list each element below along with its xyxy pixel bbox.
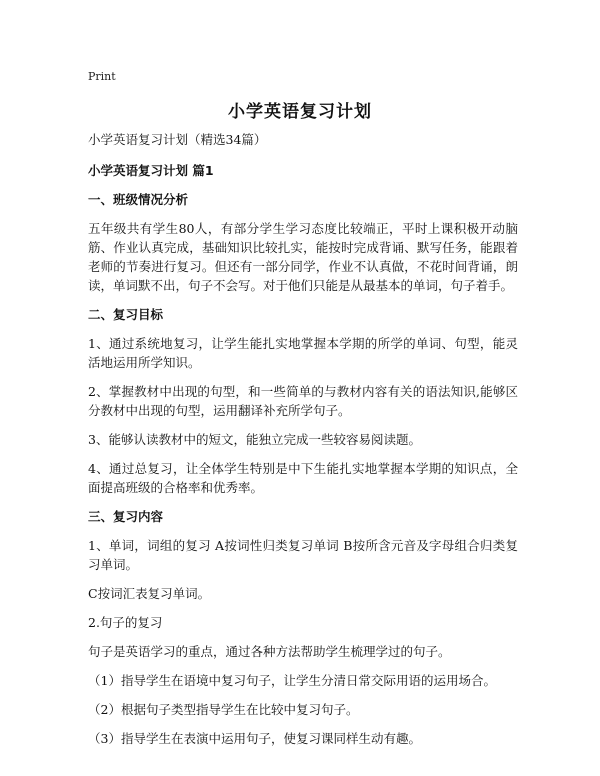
paragraph-content-7: （3）指导学生在表演中运用句子，使复习课同样生动有趣。 <box>88 731 421 746</box>
section-title: 小学英语复习计划 篇1 <box>88 163 214 178</box>
paragraph-content-6: （2）根据句子类型指导学生在比较中复习句子。 <box>88 702 359 717</box>
paragraph-class-analysis: 五年级共有学生80人，有部分学生学习态度比较端正，平时上课积极开动脑筋、作业认真完成，基础知识比较扎实，能按时完成背诵、默写任务，能跟着老师的节奏进行复习。但还有一部分同学，作业不认真做，不花时间背诵，朗读，单词默不出，句子不会写。对于他们只能是从最基本的单词，句子着手。 <box>88 221 518 293</box>
document-subtitle: 小学英语复习计划（精选34篇） <box>88 132 267 147</box>
paragraph-goal-1: 1、通过系统地复习，让学生能扎实地掌握本学期的所学的单词、句型，能灵活地运用所学知识。 <box>88 336 518 370</box>
print-label[interactable]: Print <box>88 70 116 83</box>
paragraph-content-5: （1）指导学生在语境中复习句子，让学生分清日常交际用语的运用场合。 <box>88 673 496 688</box>
paragraph-content-2: C按词汇表复习单词。 <box>88 586 211 601</box>
paragraph-content-4: 句子是英语学习的重点，通过各种方法帮助学生梳理学过的句子。 <box>88 644 451 659</box>
heading-class-analysis: 一、班级情况分析 <box>88 192 189 207</box>
paragraph-goal-2: 2、掌握教材中出现的句型，和一些简单的与教材内容有关的语法知识,能够区分教材中出现的句型，运用翻译补充所学句子。 <box>88 384 518 418</box>
paragraph-content-1: 1、单词，词组的复习 A按词性归类复习单词 B按所含元音及字母组合归类复习单词。 <box>88 538 518 572</box>
paragraph-goal-3: 3、能够认读教材中的短文，能独立完成一些较容易阅读题。 <box>88 432 421 447</box>
heading-review-goals: 二、复习目标 <box>88 307 164 322</box>
paragraph-goal-4: 4、通过总复习，让全体学生特别是中下生能扎实地掌握本学期的知识点，全面提高班级的合格率和优秀率。 <box>88 461 518 495</box>
document-body <box>88 130 518 758</box>
document-title: 小学英语复习计划 <box>228 102 372 122</box>
heading-review-content: 三、复习内容 <box>88 509 164 524</box>
paragraph-content-3: 2.句子的复习 <box>88 615 163 630</box>
